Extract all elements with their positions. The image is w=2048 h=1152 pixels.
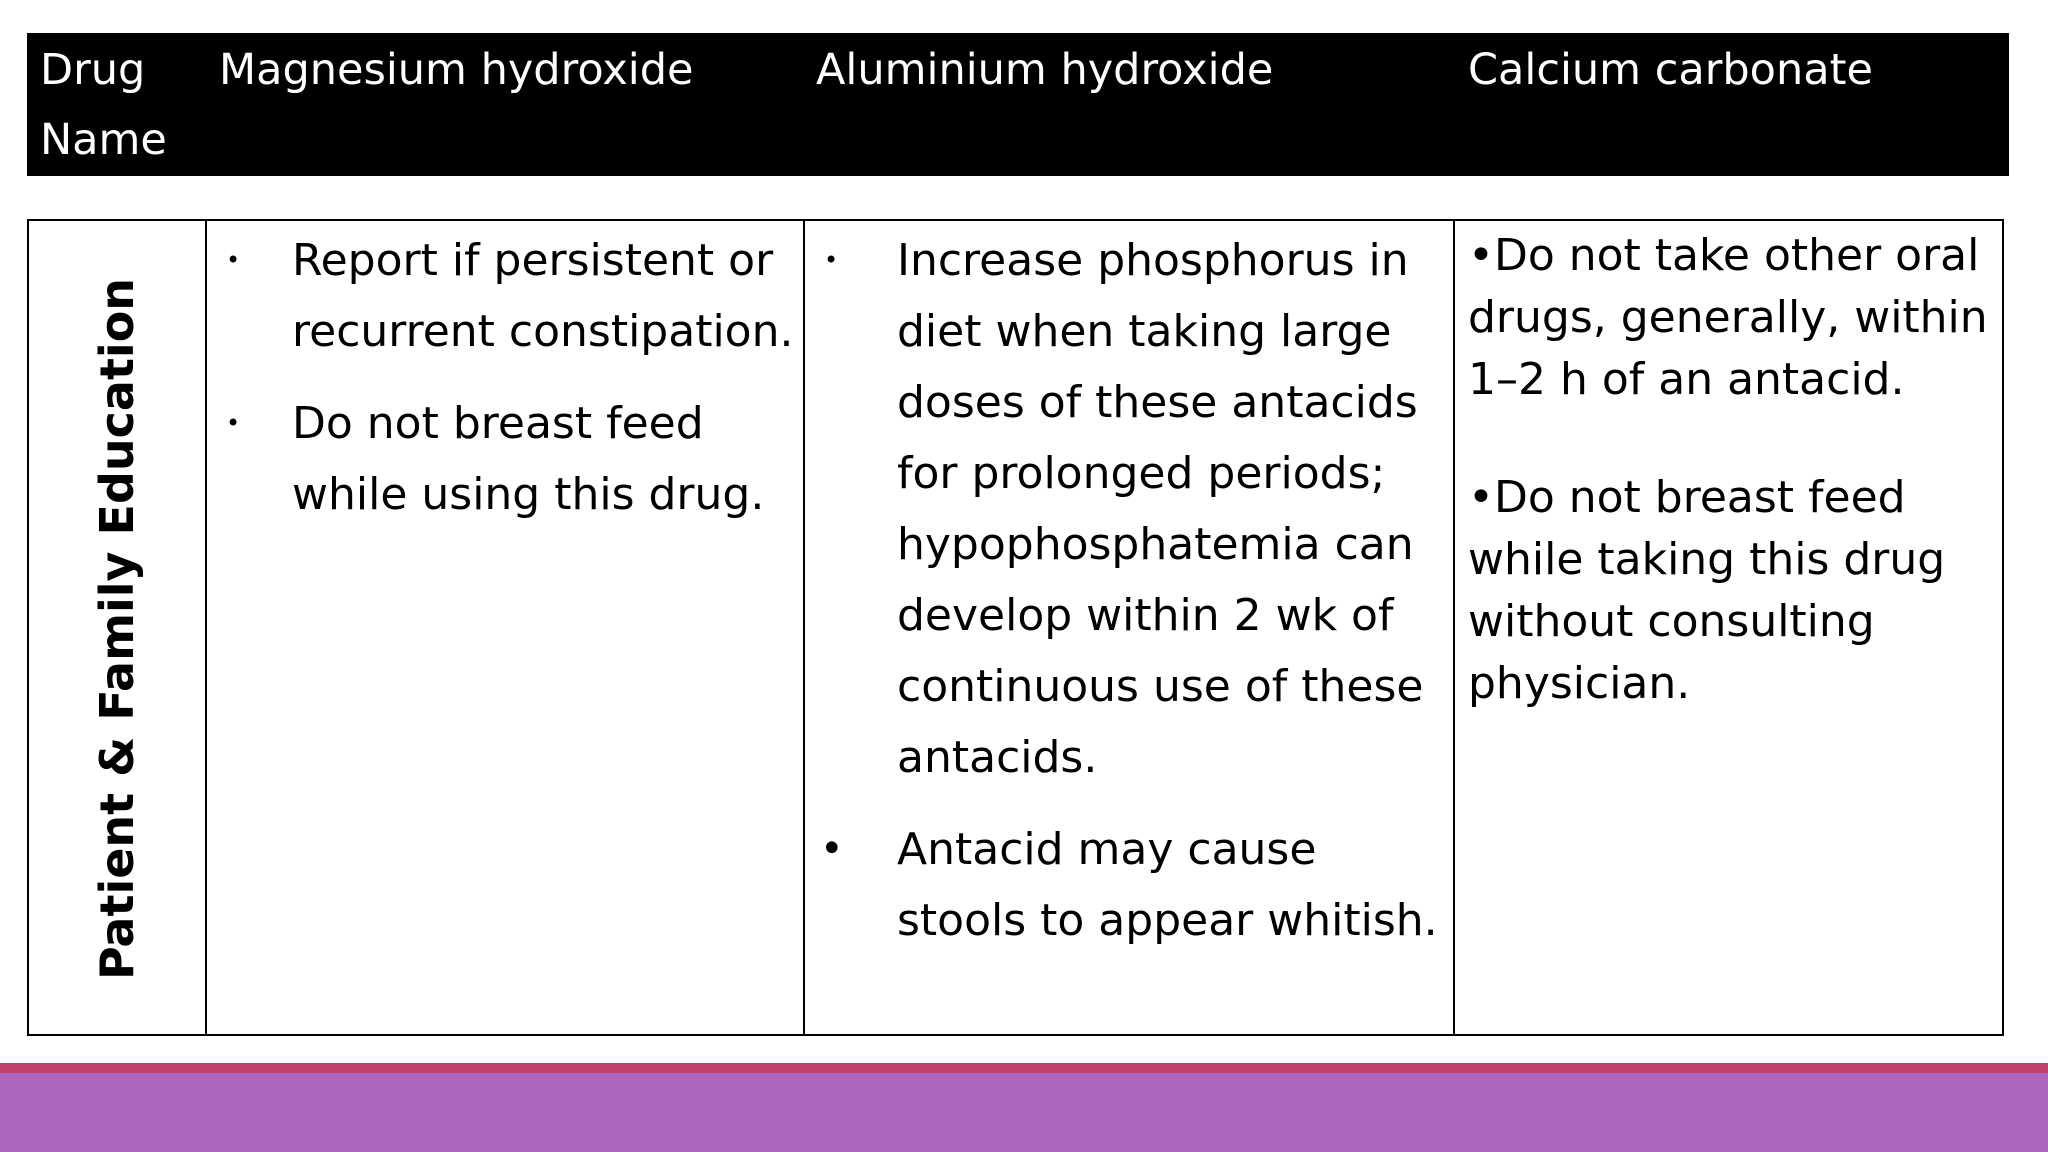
list-item-text: Antacid may cause stools to appear whitish. — [897, 824, 1438, 946]
bullet-icon: • — [226, 246, 241, 274]
list-item — [209, 225, 803, 367]
calcium-paragraph-1: •Do not take other oral drugs, generally, within 1–2 h of an antacid. — [1468, 230, 1988, 405]
column-divider — [205, 221, 207, 1034]
row-label-cell — [29, 221, 205, 1034]
aluminium-bullet-list — [807, 225, 1453, 956]
list-item — [807, 814, 1453, 956]
header-magnesium-hydroxide: Magnesium hydroxide — [219, 45, 694, 95]
magnesium-bullet-list — [209, 225, 803, 530]
cell-aluminium-hydroxide — [807, 221, 1453, 977]
header-drug-name: Drug Name — [40, 45, 167, 165]
cell-calcium-carbonate — [1457, 221, 2004, 771]
list-item-text: Report if persistent or recurrent constipation. — [292, 235, 794, 357]
row-label-patient-family-education: Patient & Family Education — [90, 277, 144, 981]
column-divider — [803, 221, 805, 1034]
footer-bar — [0, 1073, 2048, 1152]
header-aluminium-hydroxide: Aluminium hydroxide — [816, 45, 1274, 95]
list-item — [209, 388, 803, 530]
cell-magnesium-hydroxide — [209, 221, 803, 551]
header-calcium-carbonate: Calcium carbonate — [1468, 45, 1873, 95]
list-item-text: Do not breast feed while using this drug. — [292, 398, 765, 520]
bullet-icon: • — [820, 826, 844, 872]
bullet-icon: • — [824, 246, 839, 274]
list-item — [807, 225, 1453, 793]
calcium-paragraph-2: •Do not breast feed while taking this drug without consulting physician. — [1468, 472, 1946, 709]
education-table — [27, 219, 2004, 1036]
footer-accent-line — [0, 1063, 2048, 1073]
table-header — [27, 33, 2009, 176]
bullet-icon: • — [226, 409, 241, 437]
column-divider — [1453, 221, 1455, 1034]
list-item-text: Increase phosphorus in diet when taking large doses of these antacids for prolonged periods; hypophosphatemia can develop within 2 wk of continuous use of these antacids. — [897, 235, 1424, 783]
